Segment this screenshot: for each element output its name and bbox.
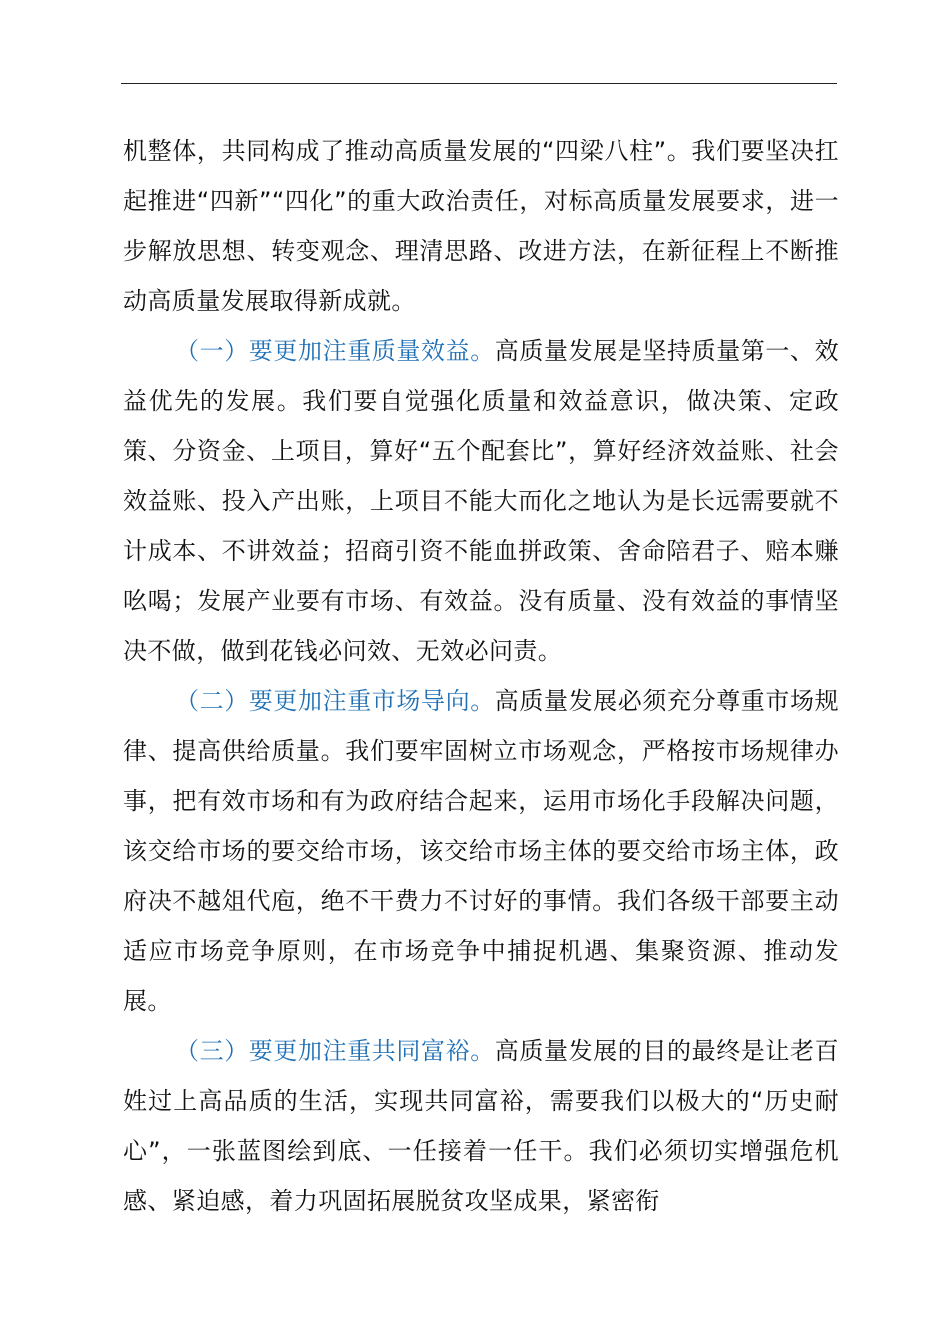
paragraph-quality-efficiency bbox=[123, 326, 839, 676]
paragraph-continuation bbox=[123, 126, 839, 326]
paragraph-text: 高质量发展必须充分尊重市场规律、提高供给质量。我们要牢固树立市场观念，严格按市场规律办事，把有效市场和有为政府结合起来，运用市场化手段解决问题，该交给市场的要交给市场，该交给市场主体的要交给市场主体，政府决不越俎代庖，绝不干费力不讨好的事情。我们各级干部要主动适应市场竞争原则，在市场竞争中捕捉机遇、集聚资源、推动发展。 bbox=[123, 687, 839, 1015]
section-heading-2: （二）要更加注重市场导向。 bbox=[175, 687, 495, 715]
section-heading-1: （一）要更加注重质量效益。 bbox=[175, 337, 495, 365]
paragraph-market-orientation bbox=[123, 676, 839, 1026]
header-rule bbox=[121, 83, 837, 84]
paragraph-text: 高质量发展是坚持质量第一、效益优先的发展。我们要自觉强化质量和效益意识，做决策、定政策、分资金、上项目，算好“五个配套比”，算好经济效益账、社会效益账、投入产出账，上项目不能大而化之地认为是长远需要就不计成本、不讲效益；招商引资不能血拼政策、舍命陪君子、赔本赚吆喝；发展产业要有市场、有效益。没有质量、没有效益的事情坚决不做，做到花钱必问效、无效必问责。 bbox=[123, 337, 839, 665]
paragraph-common-prosperity bbox=[123, 1026, 839, 1226]
document-body bbox=[123, 126, 839, 1226]
paragraph-text: 高质量发展的目的最终是让老百姓过上高品质的生活，实现共同富裕，需要我们以极大的“历史耐心”，一张蓝图绘到底、一任接着一任干。我们必须切实增强危机感、紧迫感，着力巩固拓展脱贫攻坚成果，紧密衔 bbox=[123, 1037, 839, 1215]
paragraph-text: 机整体，共同构成了推动高质量发展的“四梁八柱”。我们要坚决扛起推进“四新”“四化”的重大政治责任，对标高质量发展要求，进一步解放思想、转变观念、理清思路、改进方法，在新征程上不断推动高质量发展取得新成就。 bbox=[123, 137, 839, 315]
section-heading-3: （三）要更加注重共同富裕。 bbox=[175, 1037, 495, 1065]
